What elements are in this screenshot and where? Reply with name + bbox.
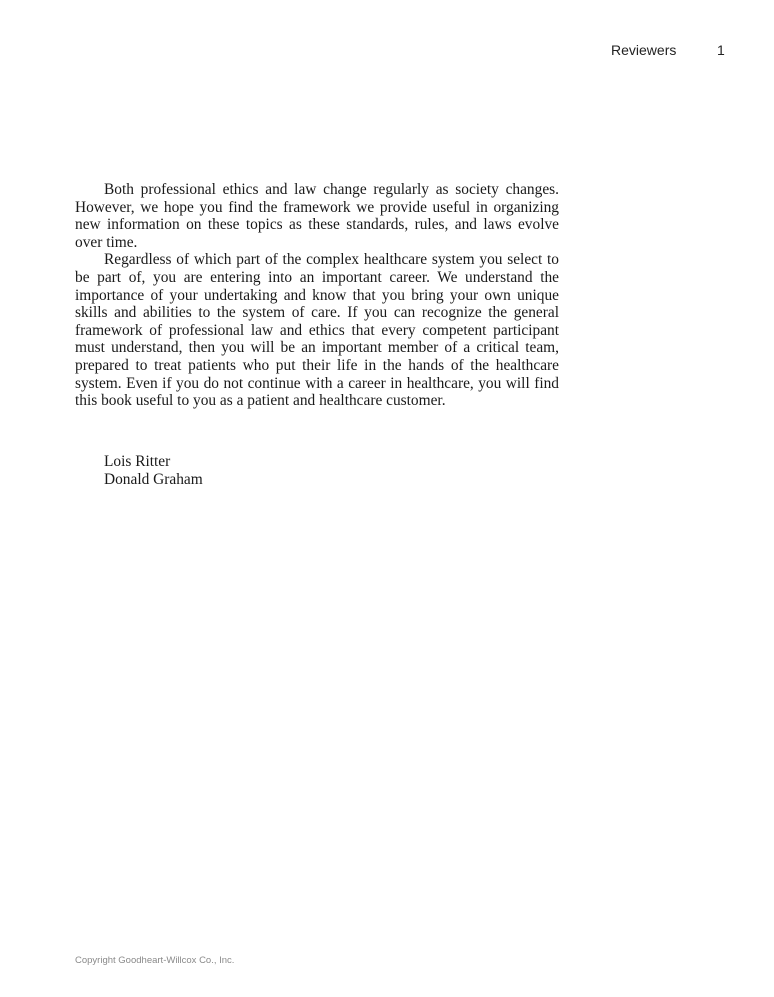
paragraph: Both professional ethics and law change regularly as society changes. However, we hope you find the framework we provide useful in organizing new information on these topics as these standards, rules, and laws evolve over time. bbox=[75, 181, 559, 251]
author-signature bbox=[104, 453, 203, 488]
running-head-section-title: Reviewers bbox=[611, 42, 677, 58]
page-number: 1 bbox=[717, 42, 725, 58]
paragraph: Regardless of which part of the complex healthcare system you select to be part of, you are entering into an important career. We understand the importance of your undertaking and know that you bring your own unique skills and abilities to the system of care. If you can recognize the general framework of professional law and ethics that every competent participant must understand, then you will be an important member of a critical team, prepared to treat patients who put their life in the hands of the healthcare system. Even if you do not continue with a career in healthcare, you will find this book useful to you as a patient and healthcare customer. bbox=[75, 251, 559, 410]
author-name: Donald Graham bbox=[104, 470, 203, 488]
body-text bbox=[75, 181, 559, 410]
running-head bbox=[0, 42, 774, 62]
copyright-footer: Copyright Goodheart-Willcox Co., Inc. bbox=[75, 955, 235, 966]
author-name: Lois Ritter bbox=[104, 453, 171, 470]
